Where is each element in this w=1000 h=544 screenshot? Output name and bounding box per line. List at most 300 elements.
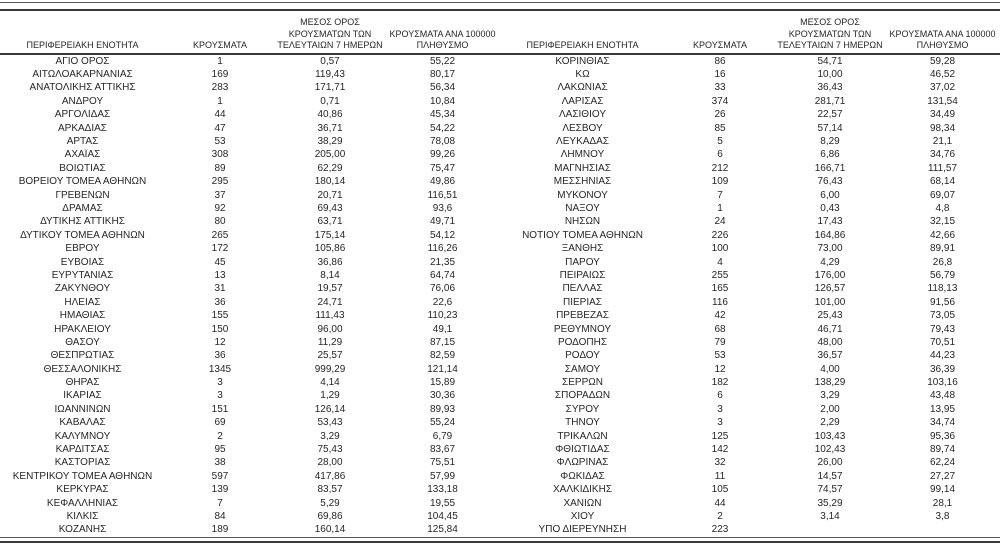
per-100k-cell: 59,28 <box>929 55 956 67</box>
table-row <box>0 470 500 483</box>
cases-cell: 255 <box>711 269 729 281</box>
per-100k-cell: 10,84 <box>429 95 456 107</box>
regional-cases-table-right <box>500 11 1000 537</box>
per-100k-cell: 91,56 <box>929 296 956 308</box>
per-100k-cell: 103,16 <box>927 377 958 389</box>
cases-cell: 80 <box>214 216 226 228</box>
table-row <box>0 323 500 336</box>
avg-7day-cell: 53,43 <box>317 417 343 429</box>
table-row <box>500 403 1000 416</box>
avg-7day-cell: 24,71 <box>317 296 343 308</box>
cases-cell: 89 <box>214 162 226 174</box>
table-body <box>0 54 500 537</box>
table-row <box>500 336 1000 349</box>
cases-cell: 47 <box>214 122 226 134</box>
column-header-cases: ΚΡΟΥΣΜΑΤΑ <box>165 11 275 54</box>
per-100k-cell: 68,14 <box>929 176 956 188</box>
region-name-cell: ΠΡΕΒΕΖΑΣ <box>556 310 609 322</box>
per-100k-cell: 87,15 <box>429 336 456 348</box>
table-row <box>0 283 500 296</box>
per-100k-cell: 93,6 <box>432 202 453 214</box>
avg-7day-cell: 1,29 <box>320 390 340 402</box>
avg-7day-cell: 4,14 <box>320 377 340 389</box>
region-name-cell: ΓΡΕΒΕΝΩΝ <box>55 189 110 201</box>
per-100k-cell: 83,67 <box>429 444 456 456</box>
per-100k-cell: 118,13 <box>927 283 958 295</box>
region-name-cell: ΦΩΚΙΔΑΣ <box>560 470 605 482</box>
bottom-border-inner-line <box>0 537 1000 538</box>
cases-cell: 12 <box>714 363 726 375</box>
avg-7day-cell: 36,71 <box>317 122 343 134</box>
region-name-cell: ΚΕΝΤΡΙΚΟΥ ΤΟΜΕΑ ΑΘΗΝΩΝ <box>12 470 153 482</box>
region-name-cell: ΦΘΙΩΤΙΔΑΣ <box>555 444 610 456</box>
cases-cell: 31 <box>214 283 226 295</box>
region-name-cell: ΑΡΤΑΣ <box>66 136 99 148</box>
cases-cell: 1 <box>217 55 223 67</box>
avg-7day-cell: 10,00 <box>817 69 843 81</box>
table-row <box>500 216 1000 229</box>
per-100k-cell: 89,91 <box>929 243 956 255</box>
region-name-cell: ΧΑΛΚΙΔΙΚΗΣ <box>553 484 612 496</box>
avg-7day-cell: 8,14 <box>320 269 340 281</box>
region-name-cell: ΚΕΦΑΛΛΗΝΙΑΣ <box>46 497 119 509</box>
avg-7day-cell: 36,57 <box>817 350 843 362</box>
region-name-cell: ΛΑΣΙΘΙΟΥ <box>559 109 606 121</box>
per-100k-cell: 82,59 <box>429 350 456 362</box>
table-row <box>500 283 1000 296</box>
table-row <box>0 162 500 175</box>
per-100k-cell: 45,34 <box>429 109 456 121</box>
table-row <box>0 202 500 215</box>
region-name-cell: ΞΑΝΘΗΣ <box>561 243 604 255</box>
region-name-cell: ΙΩΑΝΝΙΝΩΝ <box>54 403 111 415</box>
per-100k-cell: 6,79 <box>432 430 453 442</box>
table-row <box>500 149 1000 162</box>
cases-cell: 36 <box>214 350 226 362</box>
region-name-cell: ΚΑΣΤΟΡΙΑΣ <box>54 457 111 469</box>
avg-7day-cell: 76,43 <box>817 176 843 188</box>
avg-7day-cell: 3,29 <box>320 430 340 442</box>
avg-7day-cell: 111,43 <box>315 310 345 322</box>
region-name-cell: ΤΗΝΟΥ <box>565 417 600 429</box>
region-name-cell: ΛΕΣΒΟΥ <box>562 122 603 134</box>
per-100k-cell: 99,26 <box>429 149 456 161</box>
cases-cell: 85 <box>714 122 726 134</box>
cases-cell: 226 <box>711 229 729 241</box>
cases-cell: 2 <box>717 510 723 522</box>
avg-7day-cell: 62,29 <box>317 162 343 174</box>
region-name-cell: ΝΗΣΩΝ <box>564 216 601 228</box>
cases-cell: 105 <box>711 484 729 496</box>
cases-cell: 92 <box>214 202 226 214</box>
avg-7day-cell: 103,43 <box>814 430 846 442</box>
cases-cell: 150 <box>211 323 229 335</box>
avg-7day-cell: 57,14 <box>817 122 843 134</box>
cases-cell: 1 <box>717 202 723 214</box>
region-name-cell: ΒΟΡΕΙΟΥ ΤΟΜΕΑ ΑΘΗΝΩΝ <box>18 176 147 188</box>
table-row <box>0 176 500 189</box>
table-row <box>0 95 500 108</box>
table-row <box>0 403 500 416</box>
table-row <box>0 350 500 363</box>
per-100k-cell: 110,23 <box>427 310 458 322</box>
per-100k-cell: 49,1 <box>432 323 453 335</box>
avg-7day-cell: 46,71 <box>817 323 843 335</box>
region-name-cell: ΠΕΛΛΑΣ <box>562 283 603 295</box>
per-100k-cell: 89,93 <box>429 403 456 415</box>
tables-row <box>0 11 1000 537</box>
cases-cell: 44 <box>714 497 726 509</box>
table-row <box>500 497 1000 510</box>
region-name-cell: ΧΙΟΥ <box>570 510 595 522</box>
per-100k-cell: 104,45 <box>427 510 458 522</box>
per-100k-cell: 27,27 <box>929 470 956 482</box>
avg-7day-cell: 126,14 <box>314 403 346 415</box>
per-100k-cell: 56,34 <box>429 82 456 94</box>
per-100k-cell: 13,95 <box>929 403 956 415</box>
cases-cell: 116 <box>712 296 728 308</box>
region-name-cell: ΔΡΑΜΑΣ <box>62 202 103 214</box>
table-row <box>500 510 1000 523</box>
avg-7day-cell: 35,29 <box>817 497 843 509</box>
avg-7day-cell: 75,43 <box>317 444 343 456</box>
avg-7day-cell: 14,57 <box>817 470 843 482</box>
cases-cell: 142 <box>711 444 729 456</box>
cases-cell: 44 <box>214 109 226 121</box>
region-name-cell: ΙΚΑΡΙΑΣ <box>63 390 102 402</box>
per-100k-cell: 55,22 <box>429 55 456 67</box>
cases-cell: 16 <box>714 69 726 81</box>
region-name-cell: ΕΒΡΟΥ <box>65 243 100 255</box>
avg-7day-cell: 69,86 <box>317 510 343 522</box>
cases-cell: 37 <box>214 189 226 201</box>
cases-cell: 3 <box>717 403 723 415</box>
per-100k-cell: 133,18 <box>427 484 458 496</box>
region-name-cell: ΘΗΡΑΣ <box>65 377 100 389</box>
per-100k-cell: 131,54 <box>927 95 958 107</box>
region-name-cell: ΕΥΡΥΤΑΝΙΑΣ <box>51 269 114 281</box>
table-row <box>500 269 1000 282</box>
table-row <box>0 390 500 403</box>
avg-7day-cell: 176,00 <box>814 269 846 281</box>
table-row <box>0 443 500 456</box>
table-row <box>500 162 1000 175</box>
avg-7day-cell: 2,00 <box>820 403 840 415</box>
per-100k-cell: 95,36 <box>929 430 956 442</box>
avg-7day-cell: 4,29 <box>820 256 840 268</box>
table-row <box>500 242 1000 255</box>
regional-cases-table-left <box>0 11 500 537</box>
per-100k-cell: 75,47 <box>429 162 456 174</box>
per-100k-cell: 121,14 <box>427 363 458 375</box>
region-name-cell: ΜΕΣΣΗΝΙΑΣ <box>553 176 612 188</box>
per-100k-cell: 125,84 <box>427 524 458 536</box>
table-row <box>0 135 500 148</box>
avg-7day-cell: 999,29 <box>314 363 346 375</box>
per-100k-cell: 42,66 <box>929 229 956 241</box>
avg-7day-cell: 36,86 <box>317 256 343 268</box>
table-row <box>0 242 500 255</box>
avg-7day-cell: 74,57 <box>817 484 843 496</box>
region-name-cell: ΝΑΞΟΥ <box>565 202 600 214</box>
table-row <box>500 309 1000 322</box>
region-name-cell: ΚΕΡΚΥΡΑΣ <box>56 484 109 496</box>
avg-7day-cell <box>775 524 885 537</box>
region-name-cell: ΡΟΔΟΥ <box>565 350 600 362</box>
avg-7day-cell: 2,29 <box>820 417 840 429</box>
avg-7day-cell: 63,71 <box>317 216 343 228</box>
avg-7day-cell: 0,43 <box>820 202 840 214</box>
avg-7day-cell: 0,71 <box>320 95 340 107</box>
table-body <box>500 54 1000 537</box>
avg-7day-cell: 3,14 <box>820 510 840 522</box>
region-name-cell: ΦΛΩΡΙΝΑΣ <box>556 457 609 469</box>
cases-cell: 223 <box>711 524 729 536</box>
per-100k-cell: 64,74 <box>429 269 456 281</box>
avg-7day-cell: 26,00 <box>817 457 843 469</box>
avg-7day-cell: 11,29 <box>317 336 343 348</box>
cases-cell: 308 <box>211 149 229 161</box>
cases-cell: 283 <box>211 82 229 94</box>
table-row <box>500 350 1000 363</box>
table-row <box>500 470 1000 483</box>
per-100k-cell: 44,23 <box>929 350 956 362</box>
column-header-per-100k: ΚΡΟΥΣΜΑΤΑ ΑΝΑ 100000 ΠΛΗΘΥΣΜΟ <box>385 11 500 54</box>
avg-7day-cell: 171,71 <box>314 82 346 94</box>
cases-cell: 125 <box>711 430 729 442</box>
table-row <box>0 309 500 322</box>
avg-7day-cell: 5,29 <box>320 497 340 509</box>
per-100k-cell: 37,02 <box>929 82 956 94</box>
cases-cell: 155 <box>211 310 229 322</box>
avg-7day-cell: 281,71 <box>814 95 846 107</box>
avg-7day-cell: 17,43 <box>817 216 843 228</box>
table-row <box>500 443 1000 456</box>
table-row <box>500 256 1000 269</box>
avg-7day-cell: 101,00 <box>814 296 846 308</box>
region-name-cell: ΣΕΡΡΩΝ <box>562 377 603 389</box>
per-100k-cell: 21,35 <box>429 256 456 268</box>
table-row <box>0 149 500 162</box>
per-100k-cell: 75,51 <box>429 457 456 469</box>
per-100k-cell: 34,74 <box>929 417 956 429</box>
region-name-cell: ΔΥΤΙΚΗΣ ΑΤΤΙΚΗΣ <box>40 216 125 228</box>
table-row <box>500 202 1000 215</box>
cases-cell: 182 <box>711 377 729 389</box>
per-100k-cell: 54,22 <box>429 122 456 134</box>
cases-cell: 109 <box>711 176 729 188</box>
region-name-cell: ΚΙΛΚΙΣ <box>66 510 99 522</box>
region-name-cell: ΔΥΤΙΚΟΥ ΤΟΜΕΑ ΑΘΗΝΩΝ <box>20 229 145 241</box>
column-header-region-name: ΠΕΡΙΦΕΡΕΙΑΚΗ ΕΝΟΤΗΤΑ <box>0 11 165 54</box>
cases-cell: 79 <box>714 336 726 348</box>
cases-cell: 95 <box>214 444 226 456</box>
table-row <box>0 82 500 95</box>
per-100k-cell: 21,1 <box>932 136 953 148</box>
avg-7day-cell: 28,00 <box>317 457 343 469</box>
cases-cell: 6 <box>717 149 723 161</box>
avg-7day-cell: 3,29 <box>820 390 840 402</box>
table-row <box>0 229 500 242</box>
avg-7day-cell: 102,43 <box>814 444 846 456</box>
table-row <box>0 296 500 309</box>
table-row <box>0 457 500 470</box>
cases-cell: 151 <box>211 403 229 415</box>
avg-7day-cell: 119,43 <box>315 69 345 81</box>
table-row <box>500 390 1000 403</box>
per-100k-cell: 36,39 <box>929 363 956 375</box>
region-name-cell: ΛΑΚΩΝΙΑΣ <box>557 82 608 94</box>
avg-7day-cell: 73,00 <box>817 243 843 255</box>
region-name-cell: ΣΥΡΟΥ <box>565 403 600 415</box>
region-name-cell: ΒΟΙΩΤΙΑΣ <box>59 162 106 174</box>
per-100k-cell: 56,79 <box>929 269 956 281</box>
region-name-cell: ΖΑΚΥΝΘΟΥ <box>54 283 111 295</box>
table-row <box>0 216 500 229</box>
cases-cell: 7 <box>217 497 223 509</box>
cases-cell: 13 <box>214 269 226 281</box>
avg-7day-cell: 164,86 <box>814 229 846 241</box>
cases-cell: 139 <box>211 484 229 496</box>
region-name-cell: ΑΝΑΤΟΛΙΚΗΣ ΑΤΤΙΚΗΣ <box>29 82 136 94</box>
cases-cell: 12 <box>214 336 226 348</box>
top-border-outer-line <box>0 2 1000 3</box>
table-row <box>500 229 1000 242</box>
per-100k-cell: 4,8 <box>935 202 950 214</box>
avg-7day-cell: 105,86 <box>314 243 346 255</box>
table-row <box>0 336 500 349</box>
cases-cell: 189 <box>211 524 229 536</box>
region-name-cell: ΝΟΤΙΟΥ ΤΟΜΕΑ ΑΘΗΝΩΝ <box>522 229 643 241</box>
table-row <box>0 417 500 430</box>
cases-cell: 374 <box>711 95 729 107</box>
avg-7day-cell: 205,00 <box>314 149 346 161</box>
per-100k-cell: 32,15 <box>929 216 956 228</box>
cases-cell: 1 <box>217 95 223 107</box>
per-100k-cell: 15,89 <box>429 377 456 389</box>
cases-cell: 42 <box>714 310 726 322</box>
region-name-cell: ΚΩ <box>575 69 590 81</box>
per-100k-cell: 54,12 <box>429 229 456 241</box>
region-name-cell: ΚΑΒΑΛΑΣ <box>59 417 106 429</box>
table-row <box>0 430 500 443</box>
per-100k-cell: 78,08 <box>429 136 456 148</box>
region-name-cell: ΑΓΙΟ ΟΡΟΣ <box>55 55 110 67</box>
cases-cell: 26 <box>714 109 726 121</box>
avg-7day-cell: 25,57 <box>317 350 343 362</box>
per-100k-cell: 98,34 <box>929 122 956 134</box>
avg-7day-cell: 19,57 <box>317 283 343 295</box>
avg-7day-cell: 6,00 <box>820 189 840 201</box>
table-row <box>500 176 1000 189</box>
per-100k-cell: 79,43 <box>929 323 956 335</box>
column-header-region-name: ΠΕΡΙΦΕΡΕΙΑΚΗ ΕΝΟΤΗΤΑ <box>500 11 665 54</box>
table-row <box>0 256 500 269</box>
region-name-cell: ΑΡΚΑΔΙΑΣ <box>58 122 107 134</box>
cases-cell: 86 <box>714 55 726 67</box>
cases-cell: 84 <box>214 510 226 522</box>
avg-7day-cell: 417,86 <box>314 470 346 482</box>
table-row <box>0 109 500 122</box>
cases-cell: 38 <box>214 457 226 469</box>
table-row <box>500 363 1000 376</box>
cases-cell: 165 <box>711 283 729 295</box>
per-100k-cell: 30,36 <box>429 390 456 402</box>
table-row <box>500 189 1000 202</box>
avg-7day-cell: 69,43 <box>317 202 343 214</box>
per-100k-cell: 116,51 <box>427 189 458 201</box>
avg-7day-cell: 54,71 <box>817 55 843 67</box>
table-row <box>500 376 1000 389</box>
cases-cell: 172 <box>211 243 229 255</box>
cases-cell: 69 <box>214 417 226 429</box>
per-100k-cell <box>885 524 1000 537</box>
per-100k-cell: 49,71 <box>429 216 456 228</box>
table-row <box>500 323 1000 336</box>
region-name-cell: ΚΟΡΙΝΘΙΑΣ <box>555 55 610 67</box>
per-100k-cell: 34,49 <box>929 109 956 121</box>
region-name-cell: ΡΟΔΟΠΗΣ <box>557 336 608 348</box>
cases-cell: 1345 <box>208 363 232 375</box>
region-name-cell: ΚΑΡΔΙΤΣΑΣ <box>55 444 110 456</box>
cases-cell: 295 <box>211 176 229 188</box>
per-100k-cell: 99,14 <box>929 484 956 496</box>
cases-cell: 53 <box>714 350 726 362</box>
table-row <box>500 122 1000 135</box>
per-100k-cell: 116,26 <box>427 243 458 255</box>
avg-7day-cell: 180,14 <box>314 176 346 188</box>
region-name-cell: ΣΑΜΟΥ <box>564 363 601 375</box>
region-name-cell: ΜΥΚΟΝΟΥ <box>557 189 608 201</box>
avg-7day-cell: 36,43 <box>817 82 843 94</box>
table-row <box>500 524 1000 537</box>
avg-7day-cell: 25,43 <box>817 310 843 322</box>
cases-cell: 24 <box>714 216 726 228</box>
table-row <box>0 189 500 202</box>
per-100k-cell: 73,05 <box>929 310 956 322</box>
cases-cell: 33 <box>714 82 726 94</box>
region-name-cell: ΗΡΑΚΛΕΙΟΥ <box>54 323 111 335</box>
region-name-cell: ΑΝΔΡΟΥ <box>61 95 104 107</box>
table-row <box>0 363 500 376</box>
region-name-cell: ΕΥΒΟΙΑΣ <box>60 256 105 268</box>
table-row <box>500 417 1000 430</box>
avg-7day-cell: 8,29 <box>820 136 840 148</box>
cases-cell: 3 <box>217 390 223 402</box>
region-name-cell: ΥΠΟ ΔΙΕΡΕΥΝΗΣΗ <box>538 524 627 536</box>
table-row <box>500 484 1000 497</box>
region-name-cell: ΛΑΡΙΣΑΣ <box>561 95 604 107</box>
region-name-cell: ΘΕΣΠΡΩΤΙΑΣ <box>50 350 115 362</box>
avg-7day-cell: 160,14 <box>314 524 346 536</box>
per-100k-cell: 80,17 <box>429 69 456 81</box>
region-name-cell: ΠΙΕΡΙΑΣ <box>563 296 602 308</box>
avg-7day-cell: 138,29 <box>814 377 846 389</box>
avg-7day-cell: 38,29 <box>317 136 343 148</box>
avg-7day-cell: 20,71 <box>317 189 343 201</box>
per-100k-cell: 70,51 <box>929 336 956 348</box>
header-row <box>500 11 1000 54</box>
per-100k-cell: 3,8 <box>935 510 950 522</box>
per-100k-cell: 55,24 <box>429 417 456 429</box>
cases-cell: 3 <box>717 417 723 429</box>
cases-cell: 3 <box>217 377 223 389</box>
per-100k-cell: 62,24 <box>929 457 956 469</box>
table-row <box>500 296 1000 309</box>
avg-7day-cell: 96,00 <box>317 323 343 335</box>
region-name-cell: ΠΕΙΡΑΙΩΣ <box>559 269 606 281</box>
table-row <box>0 122 500 135</box>
